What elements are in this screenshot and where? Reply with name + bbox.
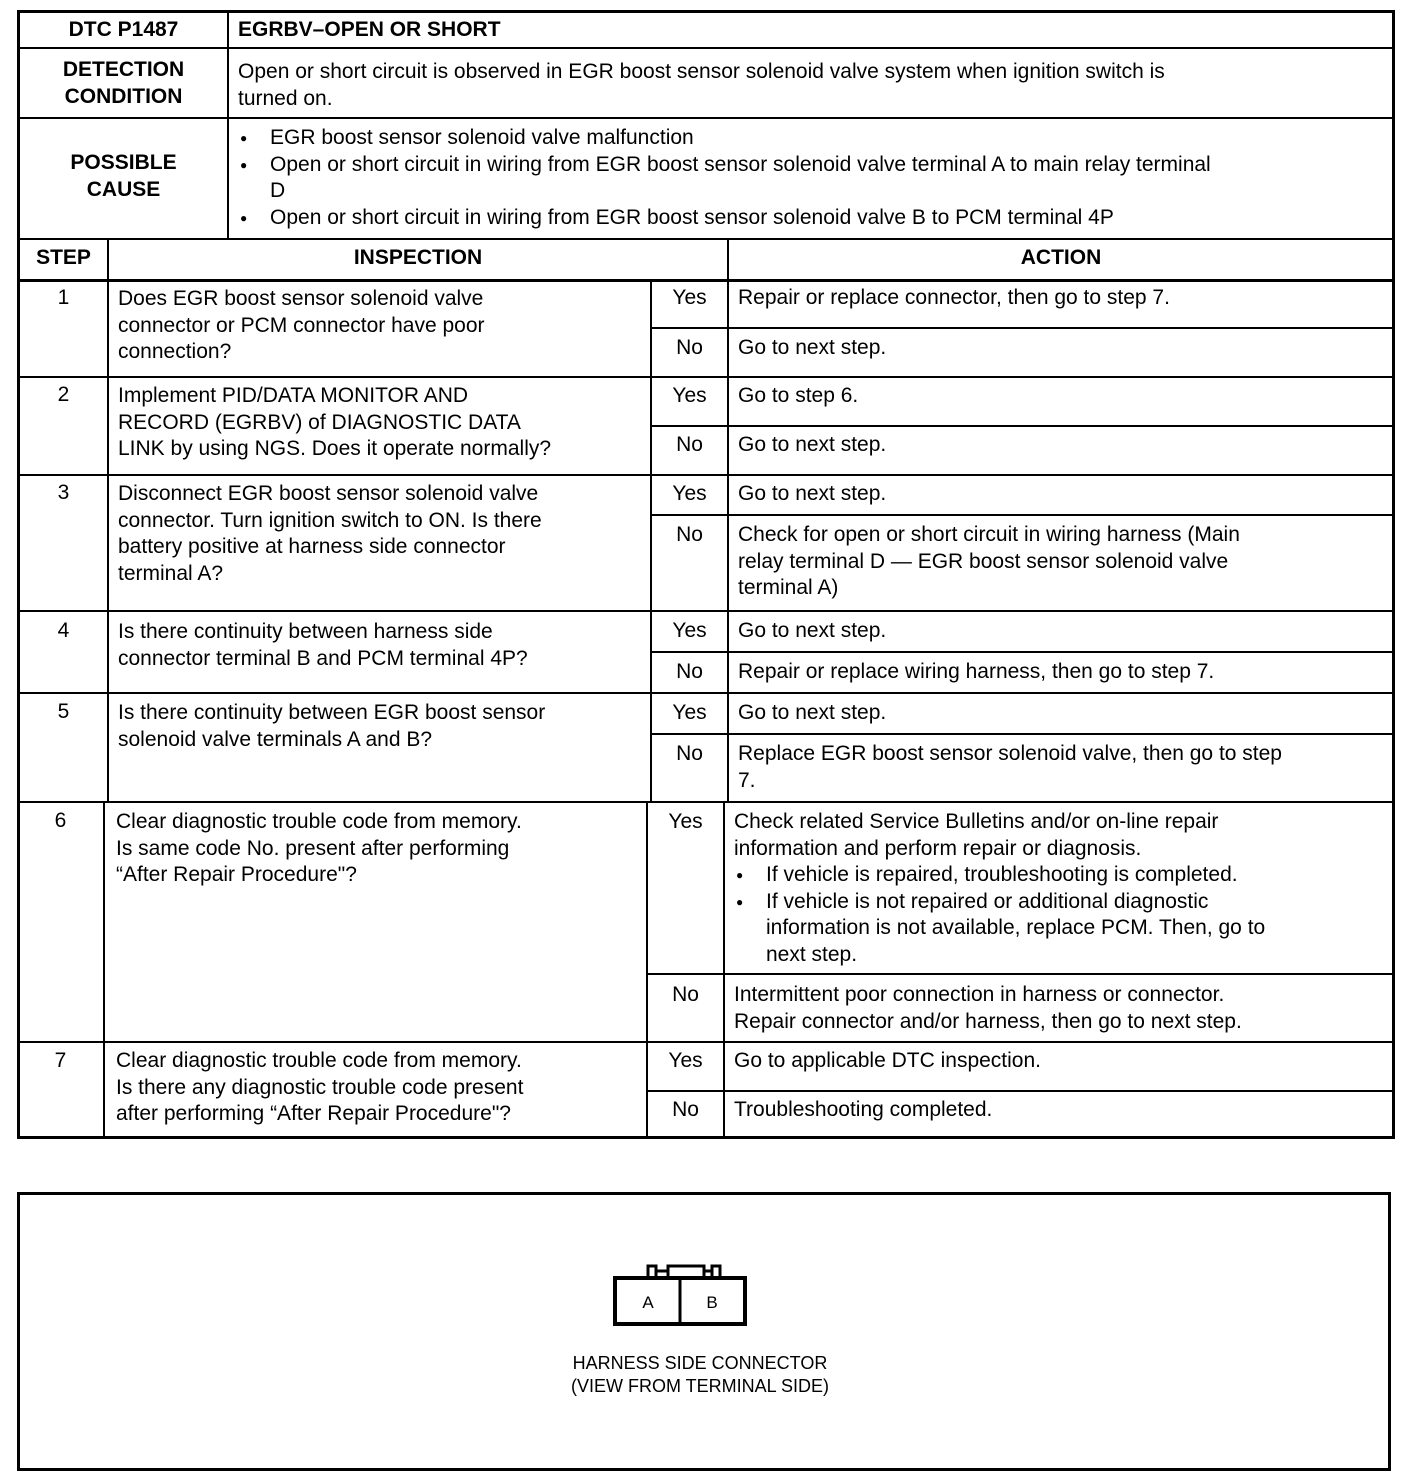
yes-label: Yes <box>672 286 707 309</box>
cause-item: ● Open or short circuit in wiring from EGR boost sensor solenoid valve terminal A to main relay terminal D <box>238 152 1211 205</box>
row-divider <box>17 117 1395 119</box>
no-action: Go to next step. <box>738 433 887 456</box>
yes-label: Yes <box>672 701 707 724</box>
row-divider <box>17 474 1395 476</box>
col-divider <box>727 239 729 802</box>
detection-label: DETECTION CONDITION <box>62 58 185 108</box>
terminal-a-label: A <box>642 1293 654 1312</box>
yes-label: Yes <box>672 482 707 505</box>
yes-no-divider <box>650 733 1395 735</box>
column-header-step: STEP <box>36 246 91 269</box>
no-label: No <box>676 660 703 683</box>
col-divider <box>103 802 105 1139</box>
yes-label: Yes <box>672 384 707 407</box>
dtc-code: DTC P1487 <box>68 18 179 41</box>
no-action: Intermittent poor connection in harness or connector. Repair connector and/or harness, then go to next step. <box>734 983 1242 1033</box>
step-number: 1 <box>57 286 70 309</box>
yes-action: Repair or replace connector, then go to step 7. <box>738 286 1170 309</box>
step-inspection: Implement PID/DATA MONITOR AND RECORD (EGRBV) of DIAGNOSTIC DATA LINK by using NGS. Does it operate normally? <box>118 384 552 460</box>
cause-item: ● Open or short circuit in wiring from EGR boost sensor solenoid valve B to PCM terminal 4P <box>238 205 1211 232</box>
yes-no-divider <box>650 651 1395 653</box>
no-label: No <box>672 1098 699 1121</box>
row-divider <box>17 1041 1395 1043</box>
no-action: Repair or replace wiring harness, then go to step 7. <box>738 660 1215 683</box>
row-divider <box>17 238 1395 240</box>
no-label: No <box>676 742 703 765</box>
step-inspection: Disconnect EGR boost sensor solenoid valve connector. Turn ignition switch to ON. Is there battery positive at harness side connector terminal A? <box>118 482 542 585</box>
column-header-inspection: INSPECTION <box>353 246 483 269</box>
step-number: 7 <box>54 1049 67 1072</box>
col-divider <box>723 802 725 1139</box>
connector-caption: HARNESS SIDE CONNECTOR (VIEW FROM TERMINAL SIDE) <box>570 1353 829 1396</box>
step-inspection: Does EGR boost sensor solenoid valve connector or PCM connector have poor connection? <box>118 287 485 363</box>
harness-connector-diagram <box>610 1262 750 1332</box>
yes-no-divider <box>650 514 1395 516</box>
yes-action-bullets <box>734 862 1265 968</box>
yes-action: Go to step 6. <box>738 384 859 407</box>
cause-item: ● EGR boost sensor solenoid valve malfunction <box>238 125 1211 152</box>
no-label: No <box>676 336 703 359</box>
row-divider <box>17 376 1395 378</box>
row-divider <box>17 610 1395 612</box>
step-inspection: Clear diagnostic trouble code from memory. Is there any diagnostic trouble code present after performing “After Repair Procedure"? <box>116 1049 524 1125</box>
step-number: 6 <box>54 809 67 832</box>
cause-label: POSSIBLE CAUSE <box>70 151 177 201</box>
col-divider <box>227 10 229 239</box>
yes-action: Go to next step. <box>738 619 887 642</box>
yes-no-divider <box>646 1090 1395 1092</box>
bullet-item: ● If vehicle is repaired, troubleshooting is completed. <box>734 862 1265 889</box>
step-number: 4 <box>57 619 70 642</box>
step-number: 2 <box>57 383 70 406</box>
no-action: Check for open or short circuit in wiring harness (Main relay terminal D — EGR boost sensor solenoid valve terminal A) <box>738 523 1240 599</box>
step-inspection: Is there continuity between harness side connector terminal B and PCM terminal 4P? <box>118 620 528 670</box>
terminal-b-label: B <box>706 1293 718 1312</box>
no-action: Go to next step. <box>738 336 887 359</box>
dtc-title: EGRBV–OPEN OR SHORT <box>238 18 501 41</box>
row-divider <box>17 801 1395 803</box>
no-action: Replace EGR boost sensor solenoid valve, then go to step 7. <box>738 742 1282 792</box>
yes-action: Go to next step. <box>738 701 887 724</box>
yes-label: Yes <box>672 619 707 642</box>
yes-no-divider <box>650 425 1395 427</box>
no-action: Troubleshooting completed. <box>734 1098 993 1121</box>
yes-no-divider <box>646 973 1395 975</box>
bullet-item: ● If vehicle is not repaired or additional diagnostic information is not available, replace PCM. Then, go to next step. <box>734 889 1265 969</box>
col-divider <box>646 802 648 1139</box>
step-number: 5 <box>57 700 70 723</box>
yes-no-divider <box>650 327 1395 329</box>
yes-action: Check related Service Bulletins and/or on-line repair information and perform repair or diagnosis. <box>734 810 1219 860</box>
yes-label: Yes <box>668 810 703 833</box>
row-divider <box>17 279 1395 282</box>
no-label: No <box>676 433 703 456</box>
row-divider <box>17 692 1395 694</box>
row-divider <box>17 47 1395 49</box>
step-inspection: Clear diagnostic trouble code from memory. Is same code No. present after performing “After Repair Procedure"? <box>116 810 522 886</box>
step-inspection: Is there continuity between EGR boost sensor solenoid valve terminals A and B? <box>118 701 546 751</box>
no-label: No <box>676 523 703 546</box>
col-divider <box>107 239 109 802</box>
no-label: No <box>672 983 699 1006</box>
step-number: 3 <box>57 481 70 504</box>
column-header-action: ACTION <box>1020 246 1102 269</box>
yes-label: Yes <box>668 1049 703 1072</box>
detection-text: Open or short circuit is observed in EGR boost sensor solenoid valve system when ignition switch is turned on. <box>238 60 1165 110</box>
yes-action: Go to applicable DTC inspection. <box>734 1049 1041 1072</box>
possible-causes-list <box>238 125 1211 231</box>
yes-action: Go to next step. <box>738 482 887 505</box>
